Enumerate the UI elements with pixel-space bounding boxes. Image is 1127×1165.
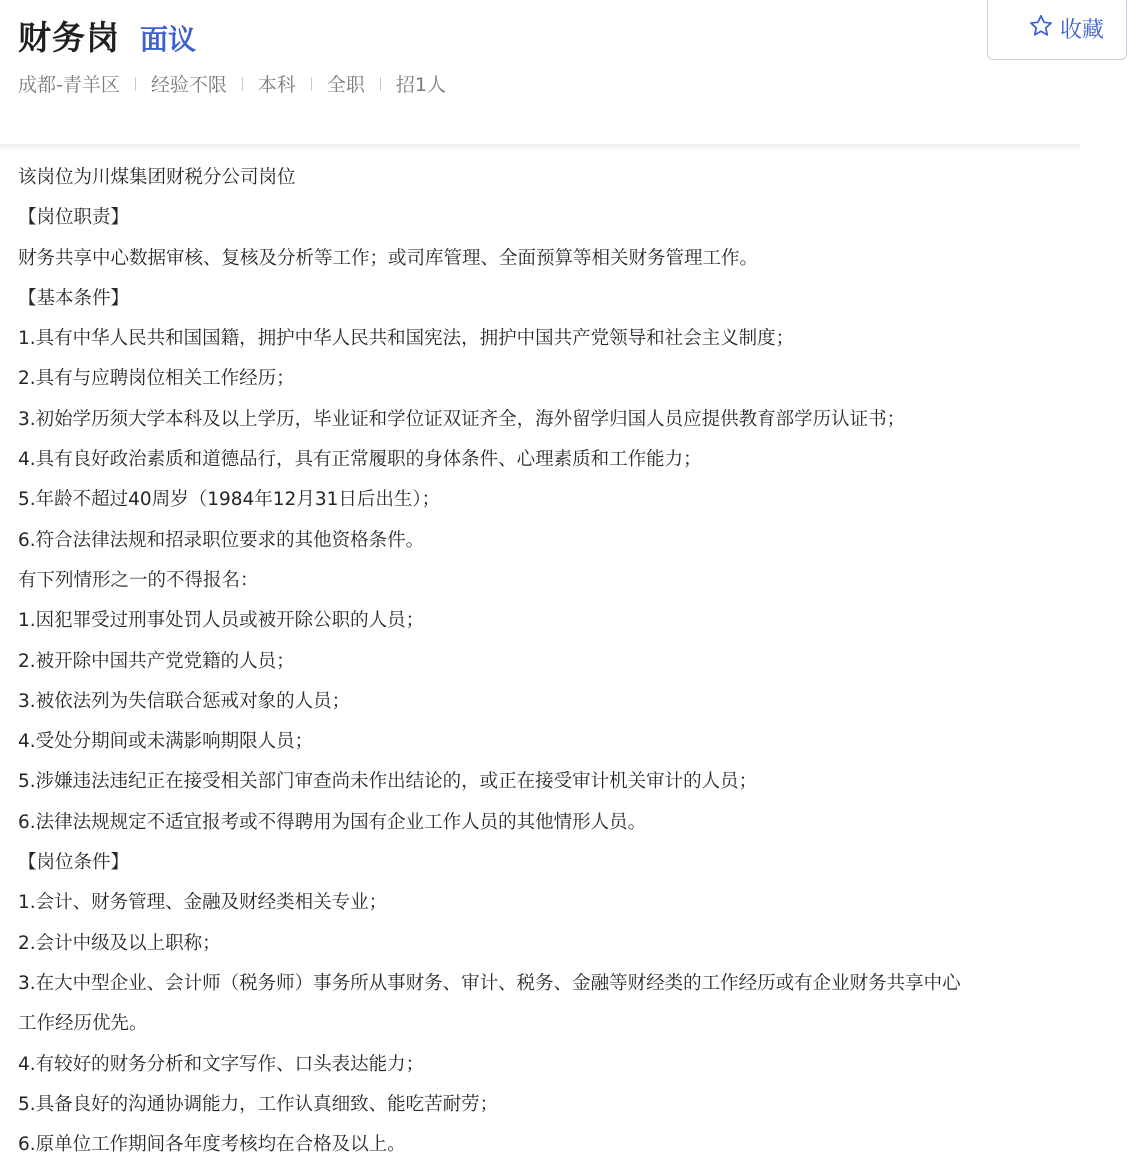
description-line: 5.年龄不超过40周岁（1984年12月31日后出生）； xyxy=(18,489,441,511)
meta-separator xyxy=(242,77,243,91)
description-line: 6.法律法规规定不适宜报考或不得聘用为国有企业工作人员的其他情形人员。 xyxy=(18,811,647,833)
description-line: 2.会计中级及以上职称； xyxy=(18,932,221,954)
meta-education: 本科 xyxy=(257,74,296,96)
favorite-button[interactable] xyxy=(987,0,1127,60)
description-line: 1.具有中华人民共和国国籍，拥护中华人民共和国宪法，拥护中国共产党领导和社会主义制度； xyxy=(18,328,795,350)
meta-experience: 经验不限 xyxy=(150,74,227,96)
description-line: 6.符合法律法规和招录职位要求的其他资格条件。 xyxy=(18,529,425,551)
section-heading-basic: 【基本条件】 xyxy=(18,287,130,309)
description-line: 工作经历优先。 xyxy=(18,1013,148,1035)
meta-separator xyxy=(135,77,136,91)
description-line: 该岗位为川煤集团财税分公司岗位 xyxy=(18,167,296,188)
meta-headcount: 招1人 xyxy=(395,74,446,96)
description-line: 4.受处分期间或未满影响期限人员； xyxy=(18,731,314,753)
description-line: 3.在大中型企业、会计师（税务师）事务所从事财务、审计、税务、金融等财经类的工作经历或有企业财务共享中心 xyxy=(18,972,961,994)
description-line: 2.被开除中国共产党党籍的人员； xyxy=(18,650,295,672)
description-line: 3.初始学历须大学本科及以上学历，毕业证和学位证双证齐全，海外留学归国人员应提供教育部学历认证书； xyxy=(18,408,906,430)
meta-separator xyxy=(311,77,312,91)
job-header xyxy=(0,0,1105,146)
description-line: 4.具有良好政治素质和道德品行，具有正常履职的身体条件、心理素质和工作能力； xyxy=(18,449,702,471)
description-line: 3.被依法列为失信联合惩戒对象的人员； xyxy=(18,690,351,712)
section-heading-duties: 【岗位职责】 xyxy=(18,207,130,229)
job-description xyxy=(18,158,1063,1165)
meta-separator xyxy=(380,77,381,91)
star-icon xyxy=(1028,13,1054,43)
section-heading-position: 【岗位条件】 xyxy=(18,852,130,874)
description-line: 1.会计、财务管理、金融及财经类相关专业； xyxy=(18,892,388,914)
description-line: 6.原单位工作期间各年度考核均在合格及以上。 xyxy=(18,1134,406,1156)
job-title: 财务岗 xyxy=(18,18,120,57)
job-meta xyxy=(18,70,446,97)
description-line: 2.具有与应聘岗位相关工作经历； xyxy=(18,368,295,390)
description-line: 有下列情形之一的不得报名： xyxy=(18,569,259,591)
title-row xyxy=(18,12,196,59)
description-line: 5.具备良好的沟通协调能力，工作认真细致、能吃苦耐劳； xyxy=(18,1093,499,1115)
description-line: 5.涉嫌违法违纪正在接受相关部门审查尚未作出结论的，或正在接受审计机关审计的人员； xyxy=(18,771,758,793)
meta-location: 成都-青羊区 xyxy=(18,74,120,96)
description-line: 1.因犯罪受过刑事处罚人员或被开除公职的人员； xyxy=(18,610,425,632)
meta-job-type: 全职 xyxy=(326,74,365,96)
description-line: 财务共享中心数据审核、复核及分析等工作；或司库管理、全面预算等相关财务管理工作。 xyxy=(18,247,759,269)
salary-label: 面议 xyxy=(140,23,197,56)
header-divider xyxy=(0,144,1080,152)
description-line: 4.有较好的财务分析和文字写作、口头表达能力； xyxy=(18,1053,425,1075)
favorite-label: 收藏 xyxy=(1060,17,1105,43)
